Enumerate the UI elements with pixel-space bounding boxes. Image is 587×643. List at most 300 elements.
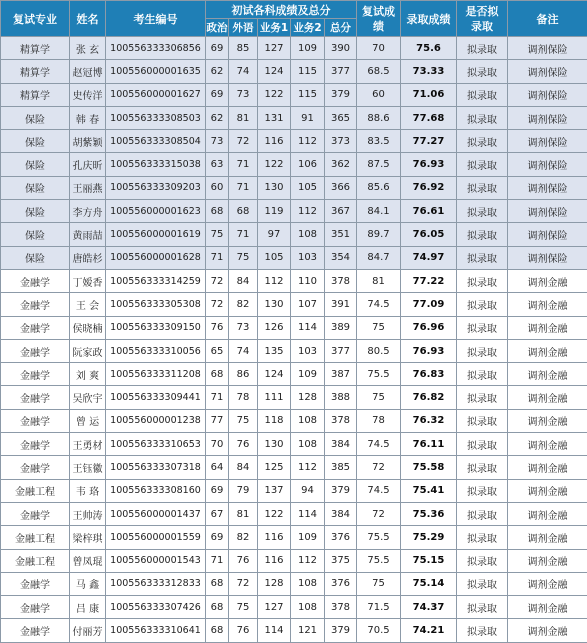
header-id: 考生编号	[106, 1, 206, 37]
cell-course2: 112	[291, 549, 325, 572]
cell-retest: 78	[357, 409, 401, 432]
cell-retest: 75	[357, 316, 401, 339]
cell-admit: 拟录取	[457, 409, 508, 432]
cell-retest: 84.1	[357, 200, 401, 223]
table-row	[1, 83, 587, 106]
cell-retest: 71.5	[357, 596, 401, 619]
cell-name: 吕 康	[70, 596, 106, 619]
cell-course1: 126	[258, 316, 291, 339]
cell-total: 377	[325, 60, 357, 83]
table-row	[1, 549, 587, 572]
cell-name: 王 会	[70, 293, 106, 316]
cell-retest: 89.7	[357, 223, 401, 246]
cell-id: 100556333308160	[106, 479, 206, 502]
cell-course1: 135	[258, 339, 291, 362]
cell-final: 76.93	[401, 339, 457, 362]
cell-total: 387	[325, 363, 357, 386]
cell-politics: 68	[206, 619, 229, 642]
cell-total: 351	[325, 223, 357, 246]
cell-course2: 103	[291, 339, 325, 362]
cell-total: 384	[325, 433, 357, 456]
cell-admit: 拟录取	[457, 502, 508, 525]
cell-final: 76.82	[401, 386, 457, 409]
cell-politics: 60	[206, 176, 229, 199]
table-row	[1, 316, 587, 339]
cell-final: 75.29	[401, 526, 457, 549]
cell-id: 100556333310056	[106, 339, 206, 362]
cell-retest: 75.5	[357, 526, 401, 549]
cell-major: 保险	[1, 153, 70, 176]
cell-admit: 拟录取	[457, 596, 508, 619]
cell-course2: 114	[291, 316, 325, 339]
cell-major: 金融学	[1, 316, 70, 339]
cell-course2: 108	[291, 409, 325, 432]
cell-course1: 130	[258, 433, 291, 456]
cell-major: 金融学	[1, 456, 70, 479]
cell-english: 82	[229, 526, 258, 549]
cell-major: 保险	[1, 223, 70, 246]
cell-final: 76.96	[401, 316, 457, 339]
table-row	[1, 596, 587, 619]
cell-admit: 拟录取	[457, 37, 508, 60]
cell-name: 史传洋	[70, 83, 106, 106]
header-total: 总分	[325, 19, 357, 37]
cell-politics: 76	[206, 316, 229, 339]
table-row	[1, 502, 587, 525]
cell-notes: 调剂金融	[508, 456, 587, 479]
cell-final: 76.05	[401, 223, 457, 246]
cell-id: 100556000001628	[106, 246, 206, 269]
cell-retest: 84.7	[357, 246, 401, 269]
cell-politics: 69	[206, 37, 229, 60]
cell-id: 100556333309150	[106, 316, 206, 339]
cell-politics: 69	[206, 83, 229, 106]
table-row	[1, 37, 587, 60]
cell-politics: 68	[206, 572, 229, 595]
cell-admit: 拟录取	[457, 293, 508, 316]
cell-notes: 调剂金融	[508, 293, 587, 316]
cell-id: 100556333312833	[106, 572, 206, 595]
cell-id: 100556333311208	[106, 363, 206, 386]
cell-id: 100556000001627	[106, 83, 206, 106]
cell-course1: 130	[258, 293, 291, 316]
table-row	[1, 433, 587, 456]
cell-admit: 拟录取	[457, 433, 508, 456]
cell-admit: 拟录取	[457, 223, 508, 246]
cell-id: 100556333310653	[106, 433, 206, 456]
cell-politics: 63	[206, 153, 229, 176]
cell-total: 391	[325, 293, 357, 316]
cell-final: 76.32	[401, 409, 457, 432]
cell-notes: 调剂金融	[508, 619, 587, 642]
cell-id: 100556333315038	[106, 153, 206, 176]
cell-course1: 119	[258, 200, 291, 223]
cell-total: 378	[325, 409, 357, 432]
header-major: 复试专业	[1, 1, 70, 37]
table-row	[1, 200, 587, 223]
cell-retest: 75	[357, 572, 401, 595]
cell-politics: 62	[206, 60, 229, 83]
cell-id: 100556000001559	[106, 526, 206, 549]
cell-admit: 拟录取	[457, 619, 508, 642]
table-row	[1, 130, 587, 153]
cell-final: 76.11	[401, 433, 457, 456]
cell-total: 367	[325, 200, 357, 223]
cell-final: 75.6	[401, 37, 457, 60]
cell-english: 68	[229, 200, 258, 223]
cell-admit: 拟录取	[457, 456, 508, 479]
cell-course1: 125	[258, 456, 291, 479]
cell-major: 保险	[1, 106, 70, 129]
cell-final: 76.61	[401, 200, 457, 223]
cell-name: 丁嫒香	[70, 269, 106, 292]
cell-total: 375	[325, 549, 357, 572]
cell-name: 曾凤琨	[70, 549, 106, 572]
table-row	[1, 409, 587, 432]
cell-retest: 68.5	[357, 60, 401, 83]
cell-final: 77.22	[401, 269, 457, 292]
cell-notes: 调剂金融	[508, 526, 587, 549]
cell-notes: 调剂金融	[508, 502, 587, 525]
cell-final: 76.83	[401, 363, 457, 386]
cell-major: 保险	[1, 200, 70, 223]
cell-total: 378	[325, 596, 357, 619]
cell-english: 75	[229, 409, 258, 432]
cell-name: 王钰徽	[70, 456, 106, 479]
cell-major: 精算学	[1, 37, 70, 60]
cell-course1: 122	[258, 153, 291, 176]
cell-final: 75.36	[401, 502, 457, 525]
cell-id: 100556333308503	[106, 106, 206, 129]
cell-admit: 拟录取	[457, 106, 508, 129]
cell-politics: 77	[206, 409, 229, 432]
cell-major: 金融学	[1, 572, 70, 595]
cell-admit: 拟录取	[457, 316, 508, 339]
cell-total: 366	[325, 176, 357, 199]
cell-admit: 拟录取	[457, 339, 508, 362]
cell-english: 79	[229, 479, 258, 502]
cell-notes: 调剂保险	[508, 106, 587, 129]
cell-english: 84	[229, 456, 258, 479]
cell-course2: 115	[291, 83, 325, 106]
cell-retest: 85.6	[357, 176, 401, 199]
cell-id: 100556333308504	[106, 130, 206, 153]
cell-admit: 拟录取	[457, 200, 508, 223]
cell-major: 金融学	[1, 363, 70, 386]
cell-name: 赵冠博	[70, 60, 106, 83]
cell-english: 76	[229, 549, 258, 572]
cell-name: 孔庆昕	[70, 153, 106, 176]
cell-politics: 68	[206, 200, 229, 223]
cell-course2: 108	[291, 433, 325, 456]
cell-course1: 112	[258, 269, 291, 292]
cell-english: 84	[229, 269, 258, 292]
cell-course1: 116	[258, 526, 291, 549]
cell-politics: 68	[206, 596, 229, 619]
cell-total: 378	[325, 269, 357, 292]
cell-english: 76	[229, 619, 258, 642]
header-course2: 业务2	[291, 19, 325, 37]
cell-major: 保险	[1, 246, 70, 269]
cell-retest: 60	[357, 83, 401, 106]
cell-course2: 109	[291, 363, 325, 386]
cell-name: 唐皓杉	[70, 246, 106, 269]
cell-major: 金融学	[1, 433, 70, 456]
cell-admit: 拟录取	[457, 176, 508, 199]
header-final: 录取成绩	[401, 1, 457, 37]
table-row	[1, 246, 587, 269]
cell-retest: 70.5	[357, 619, 401, 642]
cell-major: 金融学	[1, 386, 70, 409]
cell-major: 金融工程	[1, 479, 70, 502]
cell-admit: 拟录取	[457, 479, 508, 502]
cell-total: 365	[325, 106, 357, 129]
cell-english: 75	[229, 246, 258, 269]
cell-total: 376	[325, 526, 357, 549]
cell-name: 刘 爽	[70, 363, 106, 386]
cell-name: 张 玄	[70, 37, 106, 60]
cell-politics: 62	[206, 106, 229, 129]
table-row	[1, 619, 587, 642]
cell-politics: 72	[206, 293, 229, 316]
cell-notes: 调剂保险	[508, 130, 587, 153]
cell-notes: 调剂金融	[508, 339, 587, 362]
cell-admit: 拟录取	[457, 246, 508, 269]
cell-english: 76	[229, 433, 258, 456]
cell-politics: 70	[206, 433, 229, 456]
table-row	[1, 269, 587, 292]
cell-admit: 拟录取	[457, 153, 508, 176]
cell-english: 82	[229, 293, 258, 316]
cell-admit: 拟录取	[457, 572, 508, 595]
cell-name: 阮家政	[70, 339, 106, 362]
cell-politics: 69	[206, 479, 229, 502]
cell-final: 76.92	[401, 176, 457, 199]
cell-total: 385	[325, 456, 357, 479]
cell-course1: 116	[258, 130, 291, 153]
cell-major: 保险	[1, 130, 70, 153]
header-english: 外语	[229, 19, 258, 37]
cell-total: 389	[325, 316, 357, 339]
cell-politics: 72	[206, 269, 229, 292]
cell-politics: 65	[206, 339, 229, 362]
cell-politics: 69	[206, 526, 229, 549]
cell-total: 354	[325, 246, 357, 269]
cell-english: 75	[229, 596, 258, 619]
table-row	[1, 176, 587, 199]
cell-admit: 拟录取	[457, 269, 508, 292]
cell-major: 金融学	[1, 596, 70, 619]
cell-total: 377	[325, 339, 357, 362]
cell-final: 73.33	[401, 60, 457, 83]
cell-final: 75.14	[401, 572, 457, 595]
cell-final: 76.93	[401, 153, 457, 176]
table-row	[1, 339, 587, 362]
cell-name: 韦 珞	[70, 479, 106, 502]
cell-course2: 109	[291, 37, 325, 60]
table-row	[1, 363, 587, 386]
cell-major: 金融学	[1, 409, 70, 432]
cell-total: 379	[325, 479, 357, 502]
header-politics: 政治	[206, 19, 229, 37]
cell-notes: 调剂金融	[508, 596, 587, 619]
cell-id: 100556333307318	[106, 456, 206, 479]
cell-english: 74	[229, 60, 258, 83]
cell-course1: 114	[258, 619, 291, 642]
cell-admit: 拟录取	[457, 386, 508, 409]
cell-admit: 拟录取	[457, 130, 508, 153]
cell-id: 100556333305308	[106, 293, 206, 316]
cell-admit: 拟录取	[457, 526, 508, 549]
cell-total: 390	[325, 37, 357, 60]
table-row	[1, 456, 587, 479]
cell-id: 100556333307426	[106, 596, 206, 619]
cell-course2: 112	[291, 200, 325, 223]
cell-course2: 105	[291, 176, 325, 199]
cell-course1: 130	[258, 176, 291, 199]
cell-major: 金融学	[1, 619, 70, 642]
cell-course1: 131	[258, 106, 291, 129]
cell-course1: 137	[258, 479, 291, 502]
cell-id: 100556000001623	[106, 200, 206, 223]
cell-total: 384	[325, 502, 357, 525]
cell-notes: 调剂金融	[508, 433, 587, 456]
cell-final: 74.21	[401, 619, 457, 642]
cell-english: 81	[229, 502, 258, 525]
cell-course2: 115	[291, 60, 325, 83]
cell-final: 77.68	[401, 106, 457, 129]
cell-major: 精算学	[1, 60, 70, 83]
cell-final: 75.41	[401, 479, 457, 502]
cell-course2: 112	[291, 456, 325, 479]
cell-retest: 87.5	[357, 153, 401, 176]
table-row	[1, 223, 587, 246]
cell-course1: 116	[258, 549, 291, 572]
cell-total: 379	[325, 619, 357, 642]
cell-name: 韩 春	[70, 106, 106, 129]
cell-course1: 127	[258, 596, 291, 619]
cell-course2: 108	[291, 223, 325, 246]
table-row	[1, 106, 587, 129]
cell-id: 100556000001619	[106, 223, 206, 246]
cell-major: 精算学	[1, 83, 70, 106]
cell-admit: 拟录取	[457, 363, 508, 386]
cell-course2: 121	[291, 619, 325, 642]
cell-notes: 调剂保险	[508, 176, 587, 199]
cell-course2: 94	[291, 479, 325, 502]
cell-retest: 80.5	[357, 339, 401, 362]
cell-id: 100556333310641	[106, 619, 206, 642]
cell-course1: 124	[258, 60, 291, 83]
table-row	[1, 153, 587, 176]
cell-id: 100556333309441	[106, 386, 206, 409]
cell-name: 侯晓楠	[70, 316, 106, 339]
cell-total: 362	[325, 153, 357, 176]
cell-notes: 调剂金融	[508, 386, 587, 409]
cell-admit: 拟录取	[457, 60, 508, 83]
cell-course1: 124	[258, 363, 291, 386]
cell-english: 85	[229, 37, 258, 60]
cell-course1: 122	[258, 83, 291, 106]
cell-major: 保险	[1, 176, 70, 199]
header-retest: 复试成绩	[357, 1, 401, 37]
cell-course2: 114	[291, 502, 325, 525]
table-row	[1, 293, 587, 316]
cell-name: 吴欣宇	[70, 386, 106, 409]
cell-admit: 拟录取	[457, 83, 508, 106]
cell-retest: 75.5	[357, 363, 401, 386]
cell-id: 100556000001635	[106, 60, 206, 83]
cell-major: 金融学	[1, 269, 70, 292]
cell-retest: 72	[357, 456, 401, 479]
cell-retest: 74.5	[357, 433, 401, 456]
cell-admit: 拟录取	[457, 549, 508, 572]
cell-politics: 71	[206, 246, 229, 269]
cell-course2: 106	[291, 153, 325, 176]
header-course1: 业务1	[258, 19, 291, 37]
cell-notes: 调剂金融	[508, 572, 587, 595]
cell-name: 曾 运	[70, 409, 106, 432]
cell-id: 100556000001238	[106, 409, 206, 432]
cell-politics: 71	[206, 549, 229, 572]
cell-course2: 107	[291, 293, 325, 316]
cell-english: 73	[229, 83, 258, 106]
header-name: 姓名	[70, 1, 106, 37]
cell-notes: 调剂金融	[508, 316, 587, 339]
cell-final: 74.97	[401, 246, 457, 269]
cell-name: 梁梓琪	[70, 526, 106, 549]
cell-total: 373	[325, 130, 357, 153]
cell-notes: 调剂金融	[508, 409, 587, 432]
cell-english: 71	[229, 176, 258, 199]
cell-final: 77.27	[401, 130, 457, 153]
cell-course1: 122	[258, 502, 291, 525]
cell-retest: 81	[357, 269, 401, 292]
cell-course2: 109	[291, 526, 325, 549]
table-body	[1, 37, 587, 643]
table-row	[1, 526, 587, 549]
cell-english: 72	[229, 130, 258, 153]
cell-final: 74.37	[401, 596, 457, 619]
cell-final: 75.58	[401, 456, 457, 479]
cell-politics: 67	[206, 502, 229, 525]
cell-id: 100556000001543	[106, 549, 206, 572]
cell-english: 73	[229, 316, 258, 339]
header-prelim-group: 初试各科成绩及总分	[206, 1, 357, 19]
cell-notes: 调剂保险	[508, 60, 587, 83]
cell-name: 马 鑫	[70, 572, 106, 595]
cell-retest: 72	[357, 502, 401, 525]
cell-total: 376	[325, 572, 357, 595]
cell-politics: 71	[206, 386, 229, 409]
cell-english: 78	[229, 386, 258, 409]
cell-final: 75.15	[401, 549, 457, 572]
cell-english: 81	[229, 106, 258, 129]
cell-final: 77.09	[401, 293, 457, 316]
cell-name: 胡紫颖	[70, 130, 106, 153]
cell-politics: 68	[206, 363, 229, 386]
cell-final: 71.06	[401, 83, 457, 106]
cell-course2: 108	[291, 572, 325, 595]
cell-notes: 调剂保险	[508, 83, 587, 106]
cell-retest: 88.6	[357, 106, 401, 129]
table-row	[1, 60, 587, 83]
cell-course2: 108	[291, 596, 325, 619]
cell-politics: 75	[206, 223, 229, 246]
cell-notes: 调剂金融	[508, 363, 587, 386]
cell-notes: 调剂保险	[508, 223, 587, 246]
cell-major: 金融工程	[1, 526, 70, 549]
